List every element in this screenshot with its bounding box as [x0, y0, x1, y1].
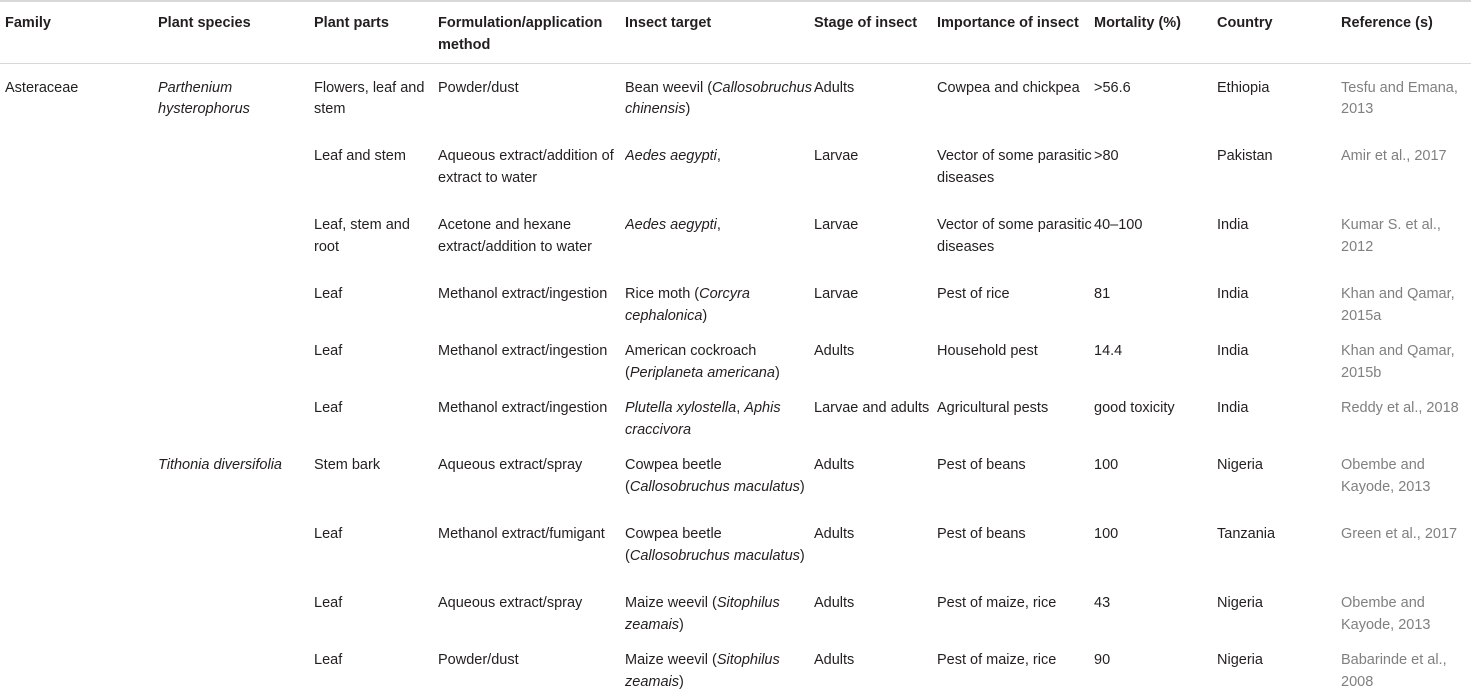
importance-cell — [937, 63, 1094, 132]
table-row — [0, 270, 1471, 327]
header-row — [0, 1, 1471, 63]
target-text: Cowpea beetle ( — [625, 457, 722, 495]
reference-cell — [1341, 441, 1471, 510]
reference-cell — [1341, 270, 1471, 327]
reference-cell — [1341, 579, 1471, 636]
stage-cell — [814, 441, 937, 510]
species-cell — [158, 579, 314, 636]
method-text: Methanol extract/ingestion — [438, 343, 608, 359]
stage-text: Adults — [814, 343, 855, 359]
plant-parts-text: Leaf — [314, 595, 343, 611]
scientific-name: Sitophilus zeamais — [625, 595, 780, 633]
plant-parts-cell — [314, 636, 438, 693]
insect-target-cell — [625, 579, 814, 636]
importance-text: Household pest — [937, 343, 1038, 359]
method-cell — [438, 510, 625, 579]
mortality-cell — [1094, 270, 1217, 327]
species-cell — [158, 201, 314, 270]
plant-parts-text: Flowers, leaf and stem — [314, 79, 425, 117]
method-cell — [438, 132, 625, 201]
target-text: Bean weevil ( — [625, 79, 713, 96]
country-cell — [1217, 510, 1341, 579]
stage-cell — [814, 201, 937, 270]
species-cell — [158, 132, 314, 201]
header-stage: Stage of insect — [814, 15, 918, 31]
importance-text: Cowpea and chickpea — [937, 79, 1080, 96]
species-text: Tithonia diversifolia — [158, 457, 282, 473]
plant-parts-text: Leaf — [314, 652, 343, 668]
plant-parts-cell — [314, 579, 438, 636]
target-text: Rice moth ( — [625, 286, 700, 302]
insect-target-cell — [625, 510, 814, 579]
reference-text: Obembe and Kayode, 2013 — [1341, 595, 1431, 633]
stage-cell — [814, 270, 937, 327]
country-text: India — [1217, 400, 1249, 416]
plant-parts-text: Leaf — [314, 400, 343, 416]
stage-cell — [814, 510, 937, 579]
reference-cell — [1341, 636, 1471, 693]
table-row — [0, 510, 1471, 579]
mortality-text: 40–100 — [1094, 217, 1143, 233]
importance-text: Vector of some parasitic diseases — [937, 148, 1092, 186]
method-text: Acetone and hexane extract/addition to water — [438, 217, 592, 255]
plant-parts-text: Leaf — [314, 526, 343, 542]
country-text: Nigeria — [1217, 595, 1263, 611]
reference-text: Green et al., 2017 — [1341, 526, 1458, 542]
target-text: Cowpea beetle ( — [625, 526, 722, 564]
species-cell — [158, 441, 314, 510]
importance-cell — [937, 327, 1094, 384]
method-cell — [438, 579, 625, 636]
scientific-name: Sitophilus zeamais — [625, 652, 780, 690]
insect-target-cell — [625, 132, 814, 201]
stage-cell — [814, 63, 937, 132]
stage-text: Larvae and adults — [814, 400, 930, 416]
family-cell — [0, 132, 158, 201]
reference-cell — [1341, 132, 1471, 201]
stage-text: Adults — [814, 79, 855, 96]
table-row — [0, 384, 1471, 441]
method-text: Powder/dust — [438, 652, 519, 668]
importance-cell — [937, 132, 1094, 201]
mortality-cell — [1094, 510, 1217, 579]
species-cell — [158, 327, 314, 384]
target-text: , — [716, 148, 721, 164]
method-cell — [438, 270, 625, 327]
species-text: Parthenium hysterophorus — [158, 79, 250, 117]
method-text: Methanol extract/ingestion — [438, 400, 608, 416]
country-cell — [1217, 636, 1341, 693]
reference-text: Khan and Qamar, 2015a — [1341, 286, 1455, 324]
stage-cell — [814, 579, 937, 636]
target-text: , — [736, 400, 745, 416]
method-text: Aqueous extract/addition of extract to water — [438, 148, 614, 186]
family-cell — [0, 636, 158, 693]
mortality-text: 81 — [1094, 286, 1111, 302]
method-text: Methanol extract/ingestion — [438, 286, 608, 302]
country-cell — [1217, 201, 1341, 270]
reference-cell — [1341, 63, 1471, 132]
mortality-text: 43 — [1094, 595, 1111, 611]
family-cell — [0, 510, 158, 579]
family-text: Asteraceae — [5, 79, 79, 96]
scientific-name: Plutella xylostella — [625, 400, 737, 416]
reference-cell — [1341, 327, 1471, 384]
country-cell — [1217, 63, 1341, 132]
scientific-name: Aedes aegypti — [625, 217, 717, 233]
mortality-cell — [1094, 441, 1217, 510]
mortality-cell — [1094, 636, 1217, 693]
species-cell — [158, 63, 314, 132]
target-text: ) — [702, 307, 708, 324]
plant-parts-cell — [314, 63, 438, 132]
stage-text: Adults — [814, 595, 855, 611]
mortality-cell — [1094, 63, 1217, 132]
method-text: Methanol extract/fumigant — [438, 526, 605, 542]
header-plant-parts: Plant parts — [314, 15, 389, 31]
importance-text: Pest of beans — [937, 526, 1026, 542]
scientific-name: Aedes aegypti — [625, 148, 717, 164]
country-cell — [1217, 132, 1341, 201]
family-cell — [0, 327, 158, 384]
reference-cell — [1341, 510, 1471, 579]
mortality-text: >80 — [1094, 148, 1119, 164]
importance-text: Pest of maize, rice — [937, 595, 1057, 611]
insect-target-cell — [625, 636, 814, 693]
plant-parts-cell — [314, 270, 438, 327]
country-text: Pakistan — [1217, 148, 1273, 164]
reference-text: Reddy et al., 2018 — [1341, 400, 1459, 416]
table-row — [0, 636, 1471, 693]
table-row — [0, 441, 1471, 510]
method-text: Aqueous extract/spray — [438, 595, 583, 611]
header-plant-species: Plant species — [158, 15, 251, 31]
country-text: Nigeria — [1217, 457, 1263, 473]
plant-parts-cell — [314, 201, 438, 270]
country-text: India — [1217, 343, 1249, 359]
table-row — [0, 201, 1471, 270]
target-text: , — [716, 217, 721, 233]
target-text: ) — [679, 616, 684, 633]
family-cell — [0, 63, 158, 132]
importance-cell — [937, 441, 1094, 510]
mortality-cell — [1094, 384, 1217, 441]
target-text: ) — [685, 101, 691, 117]
species-cell — [158, 636, 314, 693]
target-text: ) — [774, 364, 780, 381]
mortality-text: 14.4 — [1094, 343, 1123, 359]
species-cell — [158, 384, 314, 441]
plant-parts-cell — [314, 132, 438, 201]
plant-parts-text: Leaf — [314, 286, 343, 302]
target-text: ) — [679, 673, 684, 690]
plant-parts-cell — [314, 510, 438, 579]
reference-cell — [1341, 201, 1471, 270]
scientific-name: Aphis craccivora — [625, 400, 781, 438]
mortality-text: 100 — [1094, 457, 1119, 473]
scientific-name: Corcyra cephalonica — [625, 286, 750, 324]
header-family: Family — [5, 15, 51, 31]
mortality-cell — [1094, 327, 1217, 384]
mortality-cell — [1094, 132, 1217, 201]
country-text: Tanzania — [1217, 526, 1276, 542]
header-country: Country — [1217, 15, 1273, 31]
table-row — [0, 63, 1471, 132]
mortality-text: good toxicity — [1094, 400, 1175, 416]
importance-cell — [937, 636, 1094, 693]
plant-parts-cell — [314, 441, 438, 510]
scientific-name: Callosobruchus maculatus — [629, 547, 800, 564]
insect-target-cell — [625, 384, 814, 441]
country-cell — [1217, 441, 1341, 510]
table-row — [0, 579, 1471, 636]
header-reference: Reference (s) — [1341, 15, 1433, 31]
plant-parts-cell — [314, 327, 438, 384]
scientific-name: Periplaneta americana — [629, 364, 775, 381]
target-text: ) — [799, 478, 805, 495]
target-text: Maize weevil ( — [625, 595, 717, 611]
country-text: India — [1217, 286, 1249, 302]
reference-text: Khan and Qamar, 2015b — [1341, 343, 1455, 381]
stage-text: Adults — [814, 652, 855, 668]
reference-text: Babarinde et al., 2008 — [1341, 652, 1447, 690]
mortality-cell — [1094, 579, 1217, 636]
species-cell — [158, 270, 314, 327]
plant-parts-text: Leaf, stem and root — [314, 217, 410, 255]
method-cell — [438, 441, 625, 510]
method-cell — [438, 636, 625, 693]
importance-cell — [937, 270, 1094, 327]
importance-cell — [937, 384, 1094, 441]
method-cell — [438, 63, 625, 132]
target-text: Maize weevil ( — [625, 652, 717, 668]
stage-text: Larvae — [814, 217, 859, 233]
reference-text: Obembe and Kayode, 2013 — [1341, 457, 1431, 495]
stage-cell — [814, 132, 937, 201]
family-cell — [0, 270, 158, 327]
plant-parts-text: Leaf and stem — [314, 148, 406, 164]
importance-cell — [937, 579, 1094, 636]
stage-text: Larvae — [814, 148, 859, 164]
table-body — [0, 63, 1471, 693]
reference-text: Kumar S. et al., 2012 — [1341, 217, 1441, 255]
reference-text: Tesfu and Emana, 2013 — [1341, 79, 1458, 117]
target-text: American cockroach ( — [625, 343, 757, 381]
header-mortality: Mortality (%) — [1094, 15, 1181, 31]
plant-parts-cell — [314, 384, 438, 441]
country-cell — [1217, 579, 1341, 636]
country-cell — [1217, 327, 1341, 384]
family-cell — [0, 579, 158, 636]
stage-text: Adults — [814, 457, 855, 473]
mortality-text: 90 — [1094, 652, 1111, 668]
plant-parts-text: Leaf — [314, 343, 343, 359]
table-row — [0, 327, 1471, 384]
insect-target-cell — [625, 441, 814, 510]
mortality-text: 100 — [1094, 526, 1119, 542]
importance-text: Vector of some parasitic diseases — [937, 217, 1092, 255]
stage-text: Adults — [814, 526, 855, 542]
importance-text: Pest of rice — [937, 286, 1010, 302]
family-cell — [0, 441, 158, 510]
importance-text: Pest of maize, rice — [937, 652, 1057, 668]
stage-cell — [814, 384, 937, 441]
country-cell — [1217, 270, 1341, 327]
importance-text: Agricultural pests — [937, 400, 1049, 416]
mortality-text: >56.6 — [1094, 79, 1131, 96]
insect-target-cell — [625, 327, 814, 384]
stage-cell — [814, 327, 937, 384]
method-text: Aqueous extract/spray — [438, 457, 583, 473]
family-cell — [0, 384, 158, 441]
scientific-name: Callosobruchus maculatus — [629, 478, 800, 495]
method-cell — [438, 384, 625, 441]
table-row — [0, 132, 1471, 201]
importance-text: Pest of beans — [937, 457, 1026, 473]
insect-target-cell — [625, 201, 814, 270]
country-text: India — [1217, 217, 1249, 233]
reference-text: Amir et al., 2017 — [1341, 148, 1447, 164]
mortality-cell — [1094, 201, 1217, 270]
family-cell — [0, 201, 158, 270]
country-cell — [1217, 384, 1341, 441]
plant-parts-text: Stem bark — [314, 457, 381, 473]
reference-cell — [1341, 384, 1471, 441]
header-insect-target: Insect target — [625, 15, 712, 31]
importance-cell — [937, 201, 1094, 270]
header-formulation: Formulation/application method — [438, 15, 603, 53]
country-text: Ethiopia — [1217, 79, 1270, 96]
header-importance: Importance of insect — [937, 15, 1079, 31]
target-text: ) — [799, 547, 805, 564]
stage-text: Larvae — [814, 286, 859, 302]
method-text: Powder/dust — [438, 79, 519, 96]
importance-cell — [937, 510, 1094, 579]
insect-target-cell — [625, 270, 814, 327]
stage-cell — [814, 636, 937, 693]
insect-target-cell — [625, 63, 814, 132]
country-text: Nigeria — [1217, 652, 1263, 668]
method-cell — [438, 201, 625, 270]
method-cell — [438, 327, 625, 384]
scientific-name: Callosobruchus chinensis — [625, 79, 812, 117]
species-cell — [158, 510, 314, 579]
